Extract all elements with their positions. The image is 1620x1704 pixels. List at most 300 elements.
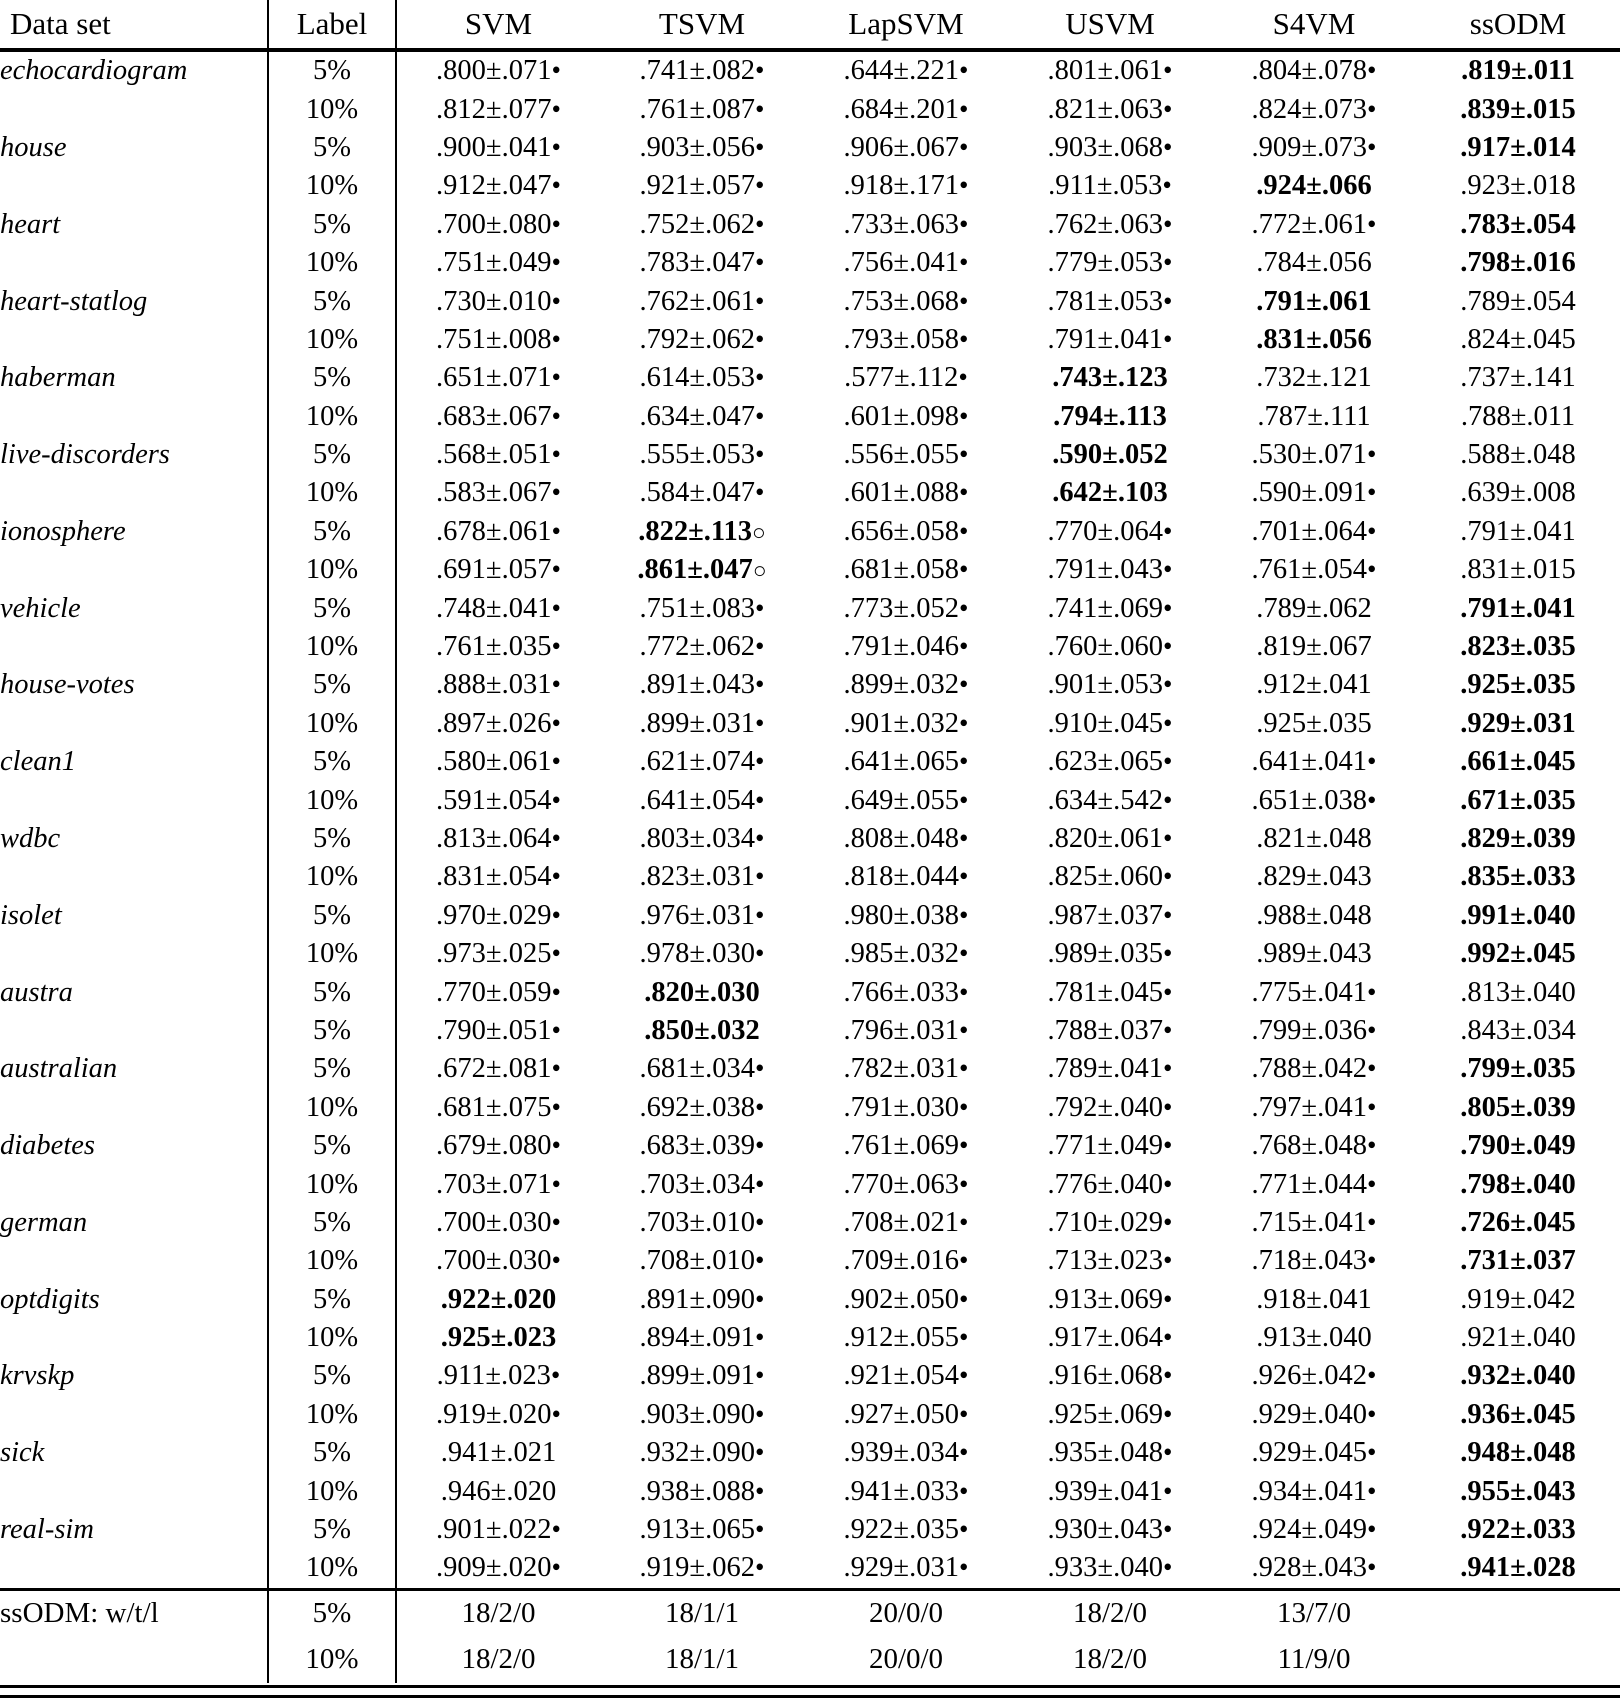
value-cell [396,244,600,282]
value-text: .928±.043 [1251,1552,1367,1584]
value-cell [1008,1434,1212,1472]
value-cell [1008,1472,1212,1510]
value-cell [600,589,804,627]
value-text: .792±.040 [1047,1091,1163,1123]
dataset-cell: clean1 [0,746,76,778]
dataset-cell [0,90,268,128]
filled-dot-marker: • [1162,861,1173,892]
value-text: .917±.064 [1047,1322,1163,1354]
value-cell [396,935,600,973]
value-cell [396,359,600,397]
value-text: .987±.037 [1047,899,1163,931]
value-cell [1416,551,1620,589]
value-cell [600,781,804,819]
dataset-cell: german [0,1206,88,1238]
value-text: .700±.030 [436,1245,552,1277]
value-cell [600,50,804,90]
table-row [0,206,1620,244]
value-cell [1416,743,1620,781]
value-cell [1416,1089,1620,1127]
value-cell [600,282,804,320]
value-text: .768±.048 [1251,1130,1367,1162]
value-text: .829±.043 [1256,861,1372,893]
wtl-cell: 20/0/0 [868,1643,944,1676]
value-text: .590±.091 [1251,477,1367,509]
table-row [0,359,1620,397]
filled-dot-marker: • [1366,1514,1377,1545]
filled-dot-marker: • [1366,477,1377,508]
value-cell [1008,1396,1212,1434]
value-text: .656±.058 [843,515,959,547]
label-cell: 10% [268,244,396,282]
filled-dot-marker: • [958,323,969,354]
value-text: .590±.052 [1052,439,1168,471]
footer-label-cell [0,1637,268,1683]
value-text: .910±.045 [1047,707,1163,739]
filled-dot-marker: • [551,784,561,815]
value-text: .948±.048 [1460,1437,1576,1469]
value-text: .934±.041 [1251,1475,1367,1507]
table-row [0,474,1620,512]
filled-dot-marker: • [1162,1245,1173,1276]
value-cell [1212,589,1416,627]
filled-dot-marker: • [958,1437,969,1468]
table-row [0,1127,1620,1165]
label-cell: 10% [268,1089,396,1127]
filled-dot-marker: • [754,1552,765,1583]
value-cell [1008,436,1212,474]
value-cell [600,1204,804,1242]
filled-dot-marker: • [958,1514,969,1545]
filled-dot-marker: • [958,131,969,162]
value-cell [396,1549,600,1589]
filled-dot-marker: • [551,131,561,162]
value-text: .801±.061 [1047,55,1163,87]
value-cell [1008,513,1212,551]
value-cell [1212,513,1416,551]
value-cell [600,666,804,704]
value-cell [1212,1434,1416,1472]
value-cell [600,1242,804,1280]
filled-dot-marker: • [1366,1552,1377,1583]
value-text: .791±.041 [1047,323,1163,355]
dataset-cell [0,398,268,436]
filled-dot-marker: • [958,669,969,700]
filled-dot-marker: • [550,1360,561,1391]
filled-dot-marker: • [1366,1014,1377,1045]
value-text: .651±.071 [436,362,552,394]
filled-dot-marker: • [754,631,765,662]
filled-dot-marker: • [958,1091,969,1122]
filled-dot-marker: • [551,707,561,738]
value-text: .784±.056 [1256,247,1372,279]
filled-dot-marker: • [551,899,561,930]
value-text: .678±.061 [436,515,552,547]
value-text: .737±.141 [1460,362,1576,394]
value-cell [396,781,600,819]
value-text: .796±.031 [843,1014,959,1046]
value-text: .903±.068 [1047,131,1163,163]
filled-dot-marker: • [754,131,765,162]
value-cell [1416,589,1620,627]
value-cell [600,628,804,666]
value-text: .580±.061 [436,746,552,778]
filled-dot-marker: • [551,669,561,700]
value-cell [1008,820,1212,858]
value-text: .684±.201 [843,93,959,125]
value-text: .781±.053 [1047,285,1163,317]
filled-dot-marker: • [1162,131,1173,162]
label-cell: 5% [268,129,396,167]
filled-dot-marker: • [754,861,765,892]
filled-dot-marker: • [754,592,765,623]
value-text: .555±.053 [639,439,755,471]
dataset-cell [0,1012,268,1050]
filled-dot-marker: • [551,285,561,316]
table-row [0,129,1620,167]
value-text: .985±.032 [843,938,959,970]
value-text: .941±.021 [440,1437,557,1469]
value-cell [1416,897,1620,935]
value-text: .731±.037 [1460,1245,1576,1277]
value-cell [804,129,1008,167]
value-cell [396,1357,600,1395]
filled-dot-marker: • [1162,976,1173,1007]
filled-dot-marker: • [958,976,969,1007]
filled-dot-marker: • [958,170,969,201]
filled-dot-marker: • [1366,131,1377,162]
filled-dot-marker: • [1366,93,1377,124]
value-text: .703±.034 [639,1168,755,1200]
table-row [0,436,1620,474]
dataset-cell [0,474,268,512]
value-cell [1008,129,1212,167]
value-text: .781±.045 [1047,976,1163,1008]
value-cell [600,1012,804,1050]
value-text: .955±.043 [1460,1475,1576,1507]
value-text: .930±.043 [1047,1514,1163,1546]
value-text: .772±.061 [1251,208,1367,240]
filled-dot-marker: • [1162,1322,1173,1353]
filled-dot-marker: • [551,938,561,969]
value-cell [1416,50,1620,90]
value-cell [1416,129,1620,167]
value-text: .621±.074 [639,746,755,778]
dataset-cell [0,1472,268,1510]
value-text: .601±.088 [843,477,959,509]
value-cell [600,398,804,436]
value-cell [396,1050,600,1088]
value-cell [396,282,600,320]
table-row [0,1165,1620,1203]
filled-dot-marker: • [1162,1206,1173,1237]
filled-dot-marker: • [551,861,561,892]
table-row [0,551,1620,589]
value-text: .825±.060 [1047,861,1163,893]
value-cell [1212,743,1416,781]
filled-dot-marker: • [958,515,969,546]
filled-dot-marker: • [958,1206,969,1237]
value-cell [1416,474,1620,512]
filled-dot-marker: • [958,400,969,431]
filled-dot-marker: • [754,1398,765,1429]
value-cell [1008,1242,1212,1280]
filled-dot-marker: • [1366,1245,1377,1276]
value-cell [1416,1165,1620,1203]
value-text: .989±.043 [1256,938,1372,970]
filled-dot-marker: • [551,362,561,393]
value-cell [1212,705,1416,743]
value-text: .891±.043 [639,669,755,701]
value-text: .822±.113 [638,515,753,547]
value-text: .823±.035 [1460,631,1576,663]
filled-dot-marker: • [551,592,561,623]
value-cell [1416,1511,1620,1549]
value-text: .530±.071 [1251,439,1367,471]
value-text: .641±.054 [639,784,755,816]
filled-dot-marker: • [551,554,561,585]
label-cell: 5% [268,1357,396,1395]
value-cell [1212,628,1416,666]
value-cell [396,1434,600,1472]
value-cell [804,628,1008,666]
value-cell [1212,1204,1416,1242]
value-cell [396,206,600,244]
value-cell [804,244,1008,282]
value-text: .584±.047 [639,477,755,509]
filled-dot-marker: • [1162,1053,1173,1084]
value-text: .761±.054 [1251,554,1367,586]
filled-dot-marker: • [1366,1206,1377,1237]
filled-dot-marker: • [754,938,765,969]
value-cell [1416,628,1620,666]
label-cell: 5% [268,1434,396,1472]
value-text: .821±.063 [1047,93,1163,125]
value-text: .803±.034 [639,823,755,854]
value-cell [1008,321,1212,359]
value-text: .614±.053 [639,362,755,394]
value-text: .641±.065 [843,746,959,778]
value-cell [1008,1549,1212,1589]
value-text: .919±.062 [639,1552,755,1584]
label-cell: 5% [268,1511,396,1549]
label-cell: 5% [268,1281,396,1319]
filled-dot-marker: • [1162,1360,1173,1391]
value-cell [396,1472,600,1510]
value-text: .761±.087 [639,93,755,125]
filled-dot-marker: • [1162,515,1173,546]
dataset-cell [0,935,268,973]
value-text: .568±.051 [436,439,552,471]
label-cell: 10% [268,1396,396,1434]
value-cell [1212,1127,1416,1165]
value-cell [600,1396,804,1434]
value-text: .976±.031 [639,899,755,931]
value-text: .751±.083 [639,592,755,624]
value-text: .771±.044 [1251,1168,1367,1200]
value-text: .799±.036 [1251,1014,1367,1046]
table-row [0,743,1620,781]
dataset-cell: house [0,131,67,163]
filled-dot-marker: • [551,631,561,662]
value-cell [804,1242,1008,1280]
value-cell [1212,1089,1416,1127]
value-text: .901±.032 [843,707,959,739]
value-cell [1212,1357,1416,1395]
value-cell [1416,1012,1620,1050]
filled-dot-marker: • [958,631,969,662]
value-text: .798±.016 [1460,247,1576,279]
filled-dot-marker: • [1366,1437,1377,1468]
table-row [0,244,1620,282]
value-cell [804,1089,1008,1127]
value-cell [1416,513,1620,551]
value-cell [804,282,1008,320]
value-cell [1008,897,1212,935]
value-cell [804,90,1008,128]
value-text: .792±.062 [639,323,755,355]
filled-dot-marker: • [551,1091,561,1122]
value-text: .831±.054 [436,861,552,893]
value-cell [1212,167,1416,205]
filled-dot-marker: • [551,1168,561,1199]
value-cell [1416,1242,1620,1280]
value-text: .644±.221 [843,55,959,87]
label-cell: 5% [268,50,396,90]
value-cell [600,820,804,858]
value-text: .761±.035 [436,631,552,663]
value-text: .772±.062 [639,631,755,663]
value-text: .730±.010 [436,285,552,317]
value-cell [396,129,600,167]
wtl-cell: 18/2/0 [1072,1643,1148,1676]
filled-dot-marker: • [1162,170,1172,201]
value-cell [1416,1050,1620,1088]
value-text: .901±.022 [436,1514,552,1546]
value-cell [396,398,600,436]
value-cell [396,167,600,205]
value-text: .912±.047 [436,170,552,202]
table-row [0,1204,1620,1242]
value-cell [804,474,1008,512]
value-cell [600,474,804,512]
value-text: .671±.035 [1460,784,1576,816]
value-text: .791±.061 [1256,285,1372,317]
value-cell [1008,1127,1212,1165]
value-cell [1008,1050,1212,1088]
value-text: .973±.025 [436,938,552,970]
wtl-cell: 18/1/1 [664,1643,740,1676]
value-cell [396,858,600,896]
value-cell [1212,1050,1416,1088]
filled-dot-marker: • [754,669,765,700]
value-cell [1008,589,1212,627]
value-text: .843±.034 [1460,1014,1576,1046]
filled-dot-marker: • [1366,439,1377,470]
value-text: .927±.050 [843,1398,959,1430]
table-row [0,858,1620,896]
filled-dot-marker: • [958,477,969,508]
label-cell: 5% [268,589,396,627]
filled-dot-marker: • [958,285,969,316]
filled-dot-marker: • [551,515,561,546]
value-text: .709±.016 [843,1245,959,1277]
value-text: .899±.091 [639,1360,755,1392]
value-cell [804,1281,1008,1319]
value-text: .903±.090 [639,1398,755,1430]
value-text: .921±.054 [843,1360,959,1392]
filled-dot-marker: • [551,1514,561,1545]
value-text: .935±.048 [1047,1437,1163,1469]
filled-dot-marker: • [1162,1437,1173,1468]
label-cell: 5% [268,1204,396,1242]
value-text: .692±.038 [639,1091,755,1123]
value-text: .782±.031 [843,1053,959,1085]
table-row [0,1242,1620,1280]
value-text: .732±.121 [1256,362,1372,394]
col-header-tsvm: TSVM [600,0,804,50]
value-cell [396,973,600,1011]
wtl-cell: 18/2/0 [396,1637,600,1683]
value-text: .718±.043 [1251,1245,1367,1277]
value-text: .911±.023 [436,1360,551,1392]
value-text: .700±.030 [436,1206,552,1238]
value-text: .824±.045 [1460,323,1576,355]
label-cell: 5% [268,513,396,551]
filled-dot-marker: • [1162,1283,1173,1314]
value-text: .902±.050 [843,1283,959,1315]
value-cell [1212,781,1416,819]
value-text: .818±.044 [843,861,959,893]
value-cell [600,973,804,1011]
dataset-cell: optdigits [0,1283,100,1315]
value-text: .783±.047 [639,247,755,279]
value-text: .791±.041 [1460,592,1576,624]
value-text: .773±.052 [843,592,959,624]
value-cell [396,1242,600,1280]
value-cell [804,551,1008,589]
filled-dot-marker: • [1162,285,1173,316]
value-text: .789±.041 [1047,1053,1163,1085]
value-cell [1212,897,1416,935]
value-cell [1416,973,1620,1011]
label-cell: 10% [268,1637,396,1683]
value-text: .922±.033 [1460,1514,1576,1546]
value-text: .812±.077 [436,93,552,125]
dataset-cell: diabetes [0,1130,95,1162]
value-cell [804,705,1008,743]
filled-dot-marker: • [958,707,969,738]
value-cell [1008,705,1212,743]
filled-dot-marker: • [754,1206,765,1237]
table-row [0,513,1620,551]
dataset-cell: live-discorders [0,439,170,471]
value-text: .791±.043 [1047,554,1163,586]
value-cell [1416,282,1620,320]
value-text: .933±.040 [1047,1552,1163,1584]
value-text: .753±.068 [843,285,959,317]
value-text: .641±.041 [1251,746,1367,778]
value-cell [1008,973,1212,1011]
value-text: .929±.031 [1460,707,1576,739]
filled-dot-marker: • [1162,247,1173,278]
value-text: .917±.014 [1460,131,1576,163]
value-cell [804,206,1008,244]
filled-dot-marker: • [551,439,561,470]
value-text: .923±.018 [1460,170,1576,202]
value-cell [600,743,804,781]
value-text: .820±.061 [1047,823,1163,854]
